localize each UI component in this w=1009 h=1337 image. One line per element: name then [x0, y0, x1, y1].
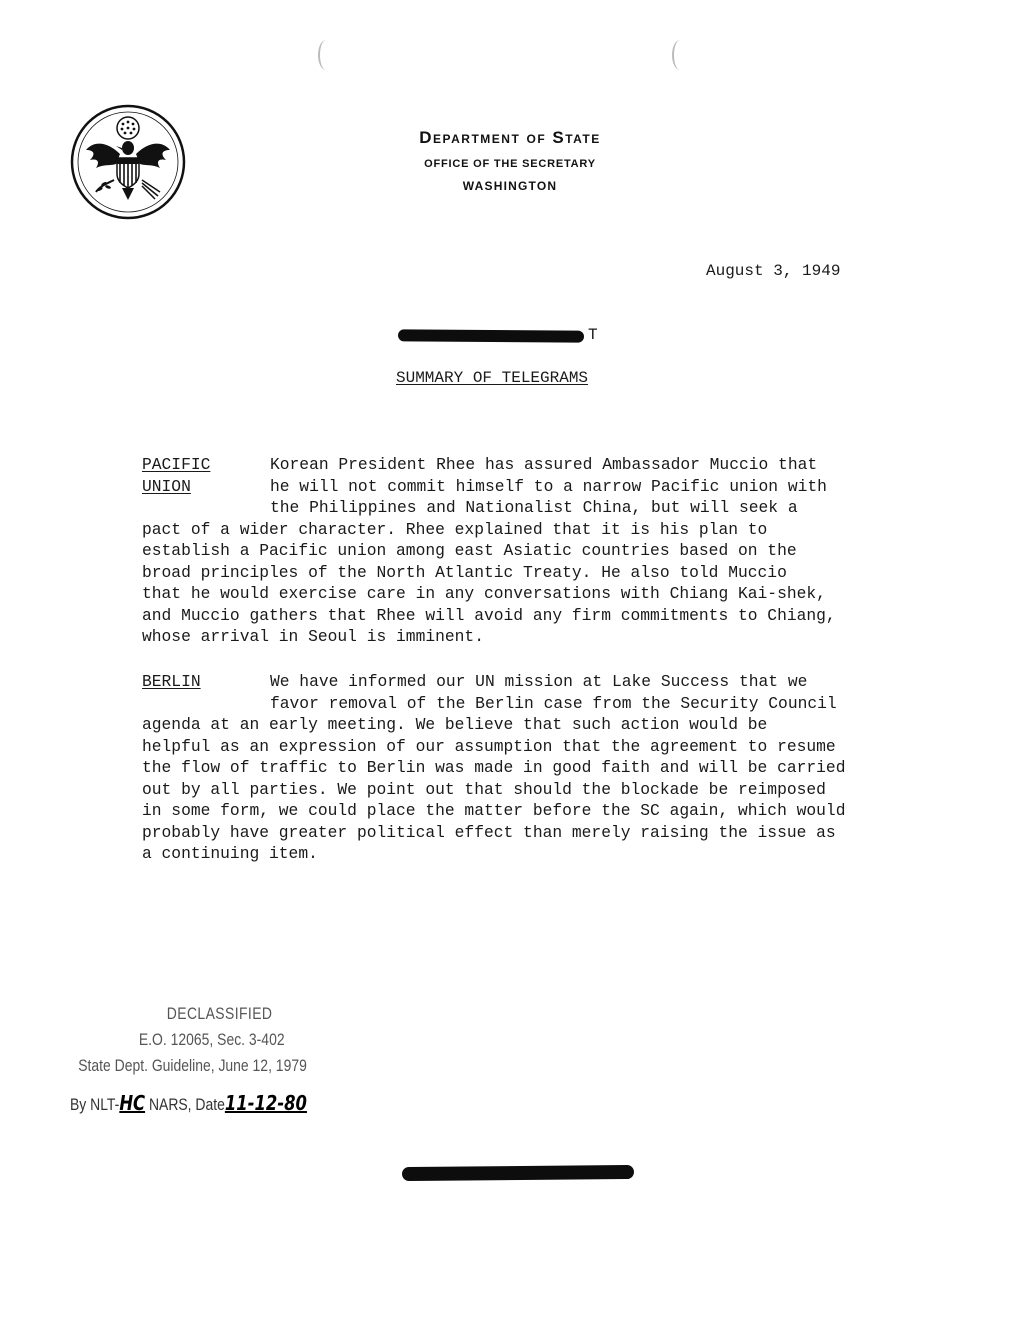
paragraph-line: out by all parties. We point out that should the blockade be reimposed — [142, 779, 826, 799]
stamp-handwritten-date: 11-12-80 — [224, 1091, 307, 1115]
letterhead-department: Department of State — [419, 128, 601, 147]
stamp-signoff — [70, 1091, 307, 1115]
stamp-authority: E.O. 12065, Sec. 3-402 — [138, 1030, 285, 1049]
document-date: August 3, 1949 — [706, 262, 841, 280]
paragraph-line: establish a Pacific union among east Asiatic countries based on the — [142, 541, 797, 560]
document-title: SUMMARY OF TELEGRAMS — [396, 369, 589, 387]
paragraph-line: in some form, we could place the matter before the SC again, which would — [142, 801, 846, 820]
paragraph-line: Korean President Rhee has assured Ambassador Muccio that — [270, 455, 818, 474]
section-heading: BERLIN — [142, 672, 201, 691]
punch-hole-mark — [318, 40, 334, 70]
stamp-guideline: State Dept. Guideline, June 12, 1979 — [78, 1056, 307, 1075]
classification-visible-letter: T — [588, 326, 598, 344]
paragraph-line: the Philippines and Nationalist China, but will seek a — [270, 498, 798, 517]
paragraph-line: broad principles of the North Atlantic Treaty. He also told Muccio — [142, 562, 787, 582]
section-heading — [142, 454, 210, 497]
stamp-initials: HC — [119, 1091, 146, 1115]
classification-marking — [398, 326, 608, 348]
stamp-nars-label: NARS, Date — [145, 1095, 225, 1114]
paragraph-line: agenda at an early meeting. We believe that such action would be — [142, 715, 768, 734]
paragraph-line: and Muccio gathers that Rhee will avoid any firm commitments to Chiang, — [142, 605, 836, 625]
letterhead-city: WASHINGTON — [462, 179, 558, 193]
redaction-bar — [402, 1165, 634, 1181]
paragraph-line: helpful as an expression of our assumption that the agreement to resume — [142, 736, 836, 756]
paragraph-line: whose arrival in Seoul is imminent. — [142, 627, 484, 646]
paragraph-line: the flow of traffic to Berlin was made in good faith and will be carried — [142, 758, 846, 777]
paragraph-line: We have informed our UN mission at Lake Success that we — [270, 672, 808, 691]
paragraph-line: probably have greater political effect than merely raising the issue as — [142, 822, 836, 842]
paragraph-line: pact of a wider character. Rhee explained that it is his plan to — [142, 519, 768, 539]
great-seal-icon — [70, 104, 186, 220]
paragraph-line: he will not commit himself to a narrow Pacific union with — [270, 476, 827, 496]
letterhead-office: OFFICE OF THE SECRETARY — [424, 158, 596, 170]
paragraph-line: that he would exercise care in any conversations with Chiang Kai-shek, — [142, 584, 826, 603]
section-heading-line: UNION — [142, 476, 191, 496]
redaction-bar — [398, 329, 584, 342]
letterhead — [330, 128, 690, 193]
paragraph-line: a continuing item. — [142, 844, 318, 863]
paragraph-line: favor removal of the Berlin case from the Security Council — [270, 693, 837, 713]
punch-hole-mark — [672, 40, 688, 70]
stamp-by-label: By NLT- — [70, 1095, 120, 1114]
stamp-declassified: DECLASSIFIED — [166, 1004, 273, 1023]
section-heading-line: PACIFIC — [142, 455, 211, 474]
